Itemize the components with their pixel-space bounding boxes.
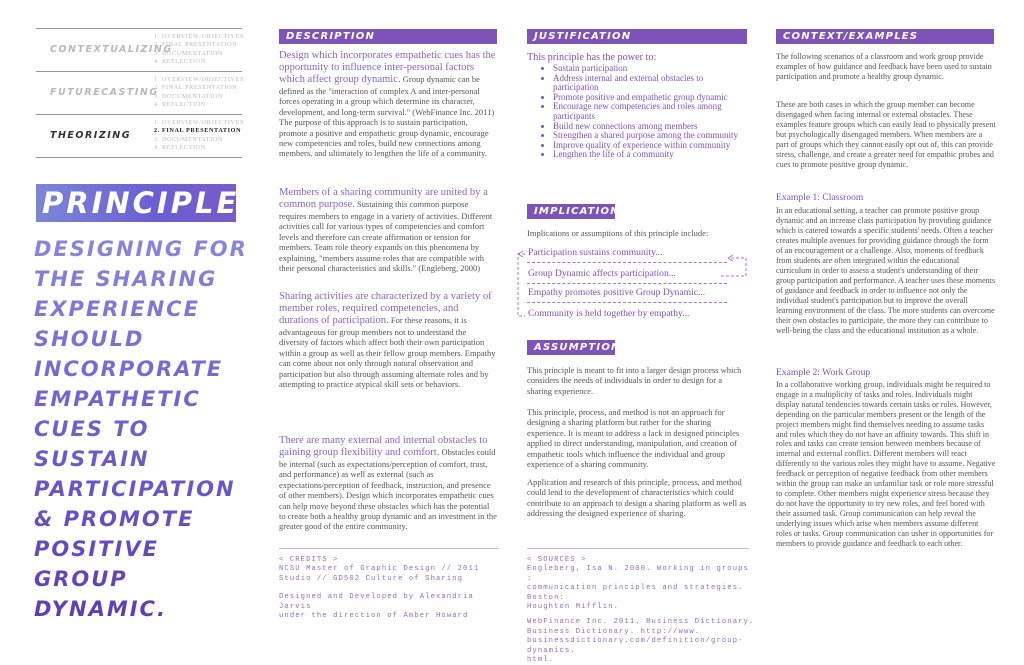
nav-step[interactable]: 2. FINAL PRESENTATION <box>154 41 238 49</box>
nav-step[interactable]: 4. REFLECTION <box>154 144 206 152</box>
nav-step[interactable]: 1. OVERVIEW/OBJECTIVES <box>154 119 245 126</box>
description-lead: Members of a sharing community are united by a common purpose. <box>279 187 488 210</box>
assumptions-paragraph: This principle, process, and method is not an approach for designing a sharing platform but rather for the sharing experience. It is meant to address a lack in designed principles applied to direct understanding, manipulation, and creation of empathetic tools which influence the individual and group experience of a sharing community. <box>527 407 740 470</box>
statement-line: EXPERIENCE <box>34 297 200 321</box>
nav-step[interactable]: 2. FINAL PRESENTATION <box>154 84 238 92</box>
statement-line: THE SHARING <box>34 267 218 291</box>
implication-item: Group Dynamic affects participation... <box>528 268 676 279</box>
context-paragraph: These are both cases in which the group member can become disengaged when facing internal or external obstacles. These examples feature groups which can easily lead to physically present but psychologically disengaged members. When members are a part of groups which they cannot easily opt out of, this can provide stress, challenge, and create a greater need for empathic probes and cues to promote positive group dynamic. <box>776 100 996 169</box>
nav-step[interactable]: 1. OVERVIEW/OBJECTIVES <box>154 33 245 40</box>
nav-label[interactable]: FUTURECASTING <box>50 87 159 98</box>
credits-line: Designed and Developed by Alexandria Jarvis <box>279 593 474 611</box>
example-body: In a collaborative working group, individuals might be required to engage in a multiplicity of tasks and roles. Individuals might display natural tendencies towards certain tasks or roles. However, depending on the particular members present or the length of the project members might find themselves needing to assume tasks and roles which they do not have an affinity towards. This shift in roles and tasks can create tension between members because of internal and external conflict. Different members will react differently to the various roles they might have to assume. Negative feedback or perception of negative feedback from other members within the group can make an unfamiliar task or role more stressful to complete. Other members might experience stress because they do not have the opportunity to try new roles, and feel bored with their assumed task. Group communication can help reveal the underlying issues which arise when members assume different roles or tasks. Group communication can usher in opportunities for members to provide guidance and feedback to each other. <box>776 380 996 548</box>
justification-list <box>527 64 749 160</box>
nav-step[interactable]: 1. OVERVIEW/OBJECTIVES <box>154 76 245 83</box>
principle-banner <box>36 184 240 222</box>
sources-line: WebFinance Inc. 2011. Business Dictionary. <box>527 618 755 627</box>
nav-steps <box>154 33 244 67</box>
description-lead: Design which incorporates empathetic cues has the opportunity to influence inter-personal factors which affect group dynamic. <box>279 50 496 85</box>
description-body: Group dynamic can be defined as the "interaction of complex A and inter-personal forces operating in a group which determine its character, development, and long-term survival." (WebFinance Inc. 2011) The purpose of this approach is to sustain participation, promote a positive and empathetic group dynamic, encourage new competencies and roles, build new connections among members, and ultimately to lengthen the life of a community. <box>279 74 495 159</box>
nav-steps <box>154 119 244 153</box>
sources-line: businessdictionary.com/definition/group-dynamics. <box>527 637 744 655</box>
nav-step[interactable]: 4. REFLECTION <box>154 58 206 66</box>
nav-row-futurecasting[interactable] <box>36 71 245 114</box>
statement-line: PARTICIPATION <box>34 477 236 501</box>
nav-row-contextualizing[interactable] <box>36 28 245 71</box>
divider <box>527 548 749 549</box>
justification-intro: This principle has the power to: <box>527 52 657 63</box>
credits-spacer <box>279 584 503 593</box>
divider <box>279 548 499 549</box>
nav-label[interactable]: CONTEXTUALIZING <box>50 44 173 55</box>
justification-item: • Address internal and external obstacles to participation <box>553 74 749 93</box>
statement-line: INCORPORATE <box>34 357 224 381</box>
context-paragraph: The following scenarios of a classroom and work group provide examples of how guidance and feedback have been used to sustain participation and promote a healthy group dynamic. <box>776 52 992 81</box>
sources <box>527 556 757 665</box>
description-paragraph <box>279 435 497 532</box>
sources-line: Houghton Mifflin. <box>527 603 620 612</box>
context-header: CONTEXT/EXAMPLES <box>776 29 994 44</box>
credits-line: under the direction of Amber Howard <box>279 612 469 621</box>
statement-line: DYNAMIC. <box>34 597 167 621</box>
description-paragraph <box>279 291 497 389</box>
justification-item: • Lengthen the life of a community <box>553 150 749 160</box>
justification-block <box>527 52 749 160</box>
assumptions-paragraph: Application and research of this principle, process, and method could lend to the development of characteristics which could contribute to an approach to design a sharing platform as well as addressing the designed experience of sharing. <box>527 477 747 519</box>
nav-step[interactable]: 4. REFLECTION <box>154 101 206 109</box>
example-body: In an educational setting, a teacher can promote positive group dynamic and an increase class participation by providing guidance which is catered towards a specific students' needs. Often a teacher creates multiple avenues for providing guidance through the form of an encouragement or a challenge. Also, moments of feedback from students are often integrated within the educational curriculum in order to assess a student's understanding of their group participation and performance. A teacher uses these moments of guidance and feedback in order to influence not only the individual student's participation but to improve the overall learning environment of the class. The more students can overcome their own obstacles to participate, the more they can contribute to well-being the class and the educational institution as a whole. <box>776 206 996 335</box>
credits-line: Studio // GD502 Culture of Sharing <box>279 574 464 583</box>
sources-line: Business Dictionary. http://www. <box>527 627 701 636</box>
assumptions-paragraph: This principle is meant to fit into a larger design process which considers the needs of individuals in order to design for a sharing experience. <box>527 365 742 396</box>
sources-line: html. <box>527 656 555 665</box>
justification-item: • Promote positive and empathetic group dynamic <box>553 93 749 103</box>
credits-line: < CREDITS > <box>279 556 339 564</box>
sources-line: < SOURCES > <box>527 556 587 564</box>
implications-header: IMPLICATIONS <box>527 204 615 219</box>
description-body: For these reasons, it is advantageous for group members not to understand the diversity of factors which affect both their own participation within a group as well as their fellow group members. Empathy can come about not only through natural observation and participation but also through assuming alternate roles and by attempting to practice atypical skill sets or behaviors. <box>279 315 496 390</box>
description-paragraph <box>279 50 497 159</box>
statement-line: EMPATHETIC <box>34 387 201 411</box>
statement-line: SHOULD <box>34 327 145 351</box>
nav-step[interactable]: 3. DOCUMENTATION <box>154 49 223 57</box>
credits <box>279 556 503 621</box>
description-body: Obstacles could be internal (such as expectations/perception of comfort, trust, and performance) as well as external (such as expectations/perception of feedback, instruction, and presence of other members). Design which incorporates empathetic cues can help move beyond these obstacles which has the potential to create both a healthy group dynamic and an investment in the greater good of the entire community. <box>279 447 497 532</box>
nav-step[interactable]: 3. DOCUMENTATION <box>154 135 223 143</box>
nav-row-theorizing[interactable] <box>36 114 245 158</box>
example-title: Example 2: Work Group <box>776 367 871 378</box>
sources-line: communication principles and strategies. Boston: <box>527 584 744 602</box>
principle-statement <box>34 234 254 624</box>
description-header: DESCRIPTION <box>279 29 497 44</box>
justification-item: • Build new connections among members <box>553 122 749 132</box>
credits-line: NCSU Master of Graphic Design // 2011 <box>279 565 480 574</box>
description-body: Sustaining this common purpose requires members to engage in a variety of activities. Different activities call for various types of competencies and comfort levels and therefore can create affirmation or tension for members. Team role theory expands on this phenomena by explaining, "members assume roles that are compatible with their personal characteristics and skills." (Engleberg, 2000) <box>279 199 493 274</box>
sources-line: Engleberg, Isa N. 2000. Working in groups : <box>527 565 749 583</box>
assumptions-header: ASSUMPTIONS <box>527 340 615 355</box>
implications-intro: Implications or assumptions of this principle include: <box>527 228 709 238</box>
nav-step-active[interactable]: 2. FINAL PRESENTATION <box>154 127 242 135</box>
section-nav <box>36 28 245 158</box>
nav-steps <box>154 76 244 110</box>
justification-item: • Encourage new competencies and roles among participants <box>553 102 749 121</box>
statement-line: & PROMOTE <box>34 507 195 531</box>
example-title: Example 1: Classroom <box>776 192 864 203</box>
implication-item: Participation sustains community... <box>528 247 663 258</box>
statement-line: CUES TO SUSTAIN <box>34 417 150 471</box>
nav-step[interactable]: 3. DOCUMENTATION <box>154 92 223 100</box>
statement-line: DESIGNING FOR <box>34 237 248 261</box>
implication-item: Community is held together by empathy... <box>528 308 690 319</box>
justification-item: • Improve quality of experience within community <box>553 141 749 151</box>
justification-item: • Sustain participation <box>553 64 749 74</box>
description-lead: There are many external and internal obstacles to gaining group flexibility and comfort. <box>279 435 488 458</box>
description-paragraph <box>279 187 497 273</box>
implication-item: Empathy promotes positive Group Dynamic... <box>528 287 706 298</box>
implication-cycle-arrows <box>508 250 756 326</box>
justification-header: JUSTIFICATION <box>527 29 747 44</box>
statement-line: POSITIVE GROUP <box>34 537 159 591</box>
justification-item: • Strengthen a shared purpose among the community <box>553 131 749 141</box>
nav-label-active[interactable]: THEORIZING <box>50 130 132 141</box>
description-lead: Sharing activities are characterized by a variety of member roles, required competencies, and durations of participation. <box>279 291 492 326</box>
principle-label: PRINCIPLE <box>42 186 240 220</box>
